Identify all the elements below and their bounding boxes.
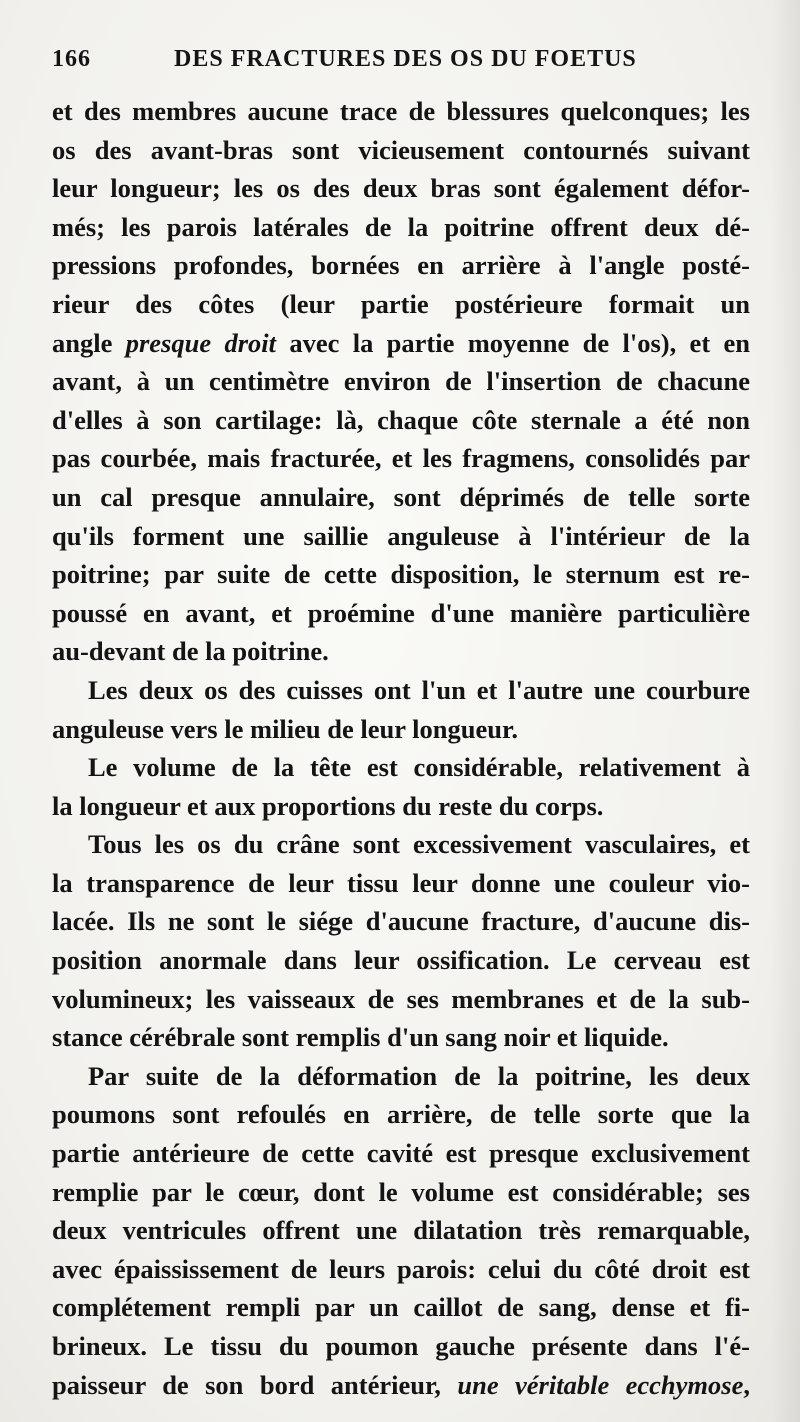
text-line bbox=[52, 285, 750, 324]
page-edge-shadow bbox=[770, 0, 800, 1422]
text-segment: la longueur et aux proportions du reste du corps. bbox=[52, 790, 604, 821]
text-line bbox=[52, 1173, 750, 1212]
text-segment: avec la partie moyenne de l'os), et en bbox=[276, 327, 750, 358]
text-segment: remplie par le cœur, dont le volume est considérable; ses bbox=[52, 1176, 750, 1207]
text-segment: Les deux os des cuisses ont l'un et l'autre une courbure bbox=[88, 674, 750, 705]
text-segment: leur longueur; les os des deux bras sont également défor- bbox=[52, 173, 750, 204]
text-line bbox=[52, 362, 750, 401]
text-line bbox=[52, 594, 750, 633]
text-line bbox=[52, 131, 750, 170]
text-segment: brineux. Le tissu du poumon gauche présente dans l'é- bbox=[52, 1331, 750, 1361]
text-segment: stance cérébrale sont remplis d'un sang noir et liquide. bbox=[52, 1022, 669, 1053]
text-segment: complétement rempli par un caillot de sang, dense et fi- bbox=[52, 1292, 750, 1323]
text-line bbox=[52, 208, 750, 247]
italic-text: une véritable ecchymose bbox=[457, 1369, 744, 1400]
text-line bbox=[52, 324, 750, 363]
text-line bbox=[52, 902, 750, 941]
text-line bbox=[52, 401, 750, 440]
text-line bbox=[52, 1366, 750, 1405]
text-line bbox=[52, 1095, 750, 1134]
text-segment: volumineux; les vaisseaux de ses membranes et de la sub- bbox=[52, 983, 750, 1014]
text-line bbox=[52, 1018, 750, 1057]
text-segment: un cal presque annulaire, sont déprimés de telle sorte bbox=[52, 481, 750, 512]
text-segment: angle bbox=[52, 327, 126, 358]
text-segment: paisseur de son bord antérieur, bbox=[52, 1369, 458, 1400]
text-segment: deux ventricules offrent une dilatation très remarquable, bbox=[52, 1215, 750, 1246]
text-segment: pas courbée, mais fracturée, et les fragmens, consolidés par bbox=[52, 443, 750, 474]
text-line bbox=[52, 517, 750, 556]
running-title: DES FRACTURES DES OS DU FOETUS bbox=[174, 46, 637, 72]
text-line bbox=[52, 439, 750, 478]
text-line bbox=[52, 864, 750, 903]
text-line bbox=[52, 980, 750, 1019]
text-segment: més; les parois latérales de la poitrine offrent deux dé- bbox=[52, 211, 750, 242]
text-segment: Le volume de la tête est considérable, relativement à bbox=[88, 752, 750, 783]
italic-text: presque droit bbox=[125, 327, 276, 358]
text-line bbox=[52, 710, 750, 749]
text-line bbox=[52, 787, 750, 826]
text-line bbox=[52, 1288, 750, 1327]
text-segment: , bbox=[743, 1369, 750, 1400]
text-segment: poussé en avant, et proémine d'une manière particulière bbox=[52, 597, 750, 628]
text-line bbox=[52, 1327, 750, 1366]
text-line bbox=[52, 941, 750, 980]
text-segment: et des membres aucune trace de blessures quelconques; les bbox=[52, 96, 750, 126]
text-segment: lacée. Ils ne sont le siége d'aucune fracture, d'aucune dis- bbox=[52, 906, 750, 937]
text-segment: Tous les os du crâne sont excessivement vasculaires, et bbox=[88, 829, 750, 860]
text-line bbox=[52, 748, 750, 787]
text-segment: Par suite de la déformation de la poitrine, les deux bbox=[88, 1060, 750, 1091]
text-line bbox=[52, 246, 750, 285]
text-segment: avant, à un centimètre environ de l'insertion de chacune bbox=[52, 366, 750, 397]
body-text bbox=[52, 92, 750, 1404]
text-segment: la transparence de leur tissu leur donne une couleur vio- bbox=[52, 867, 750, 898]
text-line bbox=[52, 1211, 750, 1250]
text-line bbox=[52, 478, 750, 517]
text-line bbox=[52, 92, 750, 131]
text-line bbox=[52, 825, 750, 864]
text-segment: pressions profondes, bornées en arrière à l'angle posté- bbox=[52, 250, 750, 281]
text-line bbox=[52, 555, 750, 594]
text-segment: partie antérieure de cette cavité est presque exclusivement bbox=[52, 1138, 750, 1169]
text-line bbox=[52, 1134, 750, 1173]
text-line bbox=[52, 1057, 750, 1096]
text-line bbox=[52, 1250, 750, 1289]
text-segment: au-devant de la poitrine. bbox=[52, 636, 329, 667]
text-line bbox=[52, 632, 750, 671]
text-segment: d'elles à son cartilage: là, chaque côte sternale a été non bbox=[52, 404, 750, 435]
text-segment: os des avant-bras sont vicieusement contournés suivant bbox=[52, 134, 750, 165]
text-line bbox=[52, 169, 750, 208]
text-segment: rieur des côtes (leur partie postérieure formait un bbox=[52, 288, 750, 319]
text-line bbox=[52, 671, 750, 710]
text-segment: poitrine; par suite de cette disposition, le sternum est re- bbox=[52, 559, 750, 590]
page-header bbox=[52, 40, 752, 80]
text-segment: position anormale dans leur ossification. Le cerveau est bbox=[52, 945, 750, 976]
text-segment: poumons sont refoulés en arrière, de telle sorte que la bbox=[52, 1099, 750, 1130]
page-number: 166 bbox=[52, 46, 91, 72]
text-segment: avec épaississement de leurs parois: celui du côté droit est bbox=[52, 1253, 750, 1284]
text-segment: qu'ils forment une saillie anguleuse à l'intérieur de la bbox=[52, 520, 750, 551]
text-segment: anguleuse vers le milieu de leur longueur. bbox=[52, 713, 518, 744]
